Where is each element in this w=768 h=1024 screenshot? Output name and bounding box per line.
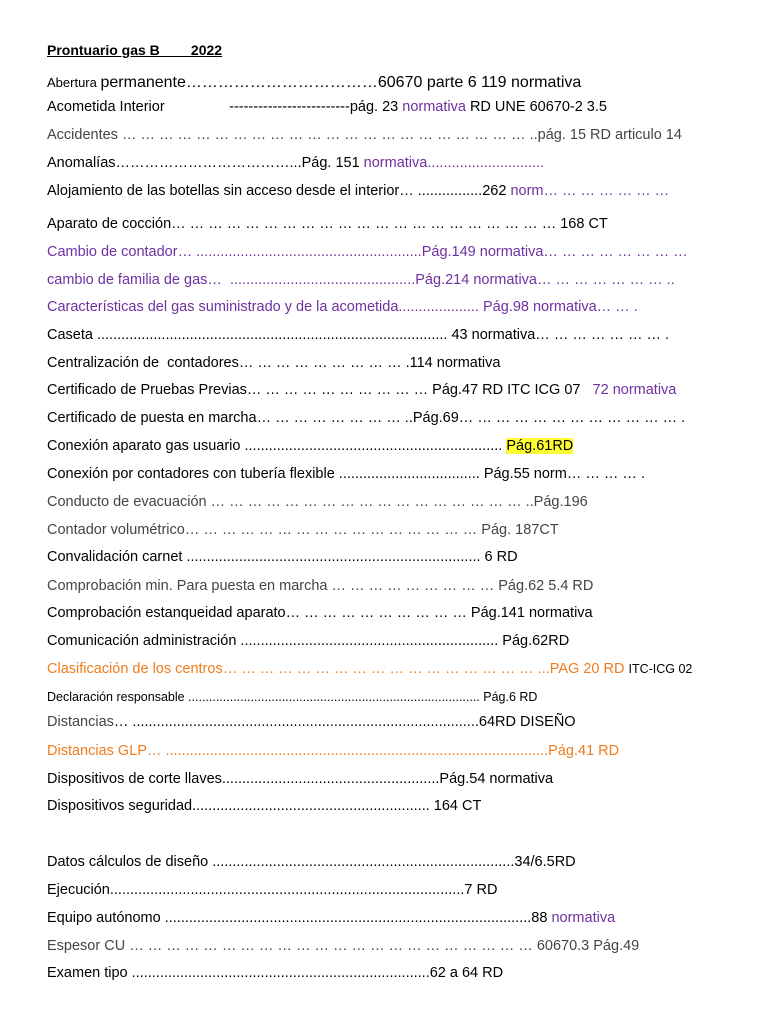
entry-comprobacion-estanqueidad-text: Comprobación estanqueidad aparato… … … … … … … … … … Pág.141 normativa — [47, 605, 593, 621]
entry-distancias-glp-text: Distancias GLP… ...............................................................................................Pág.41 RD — [47, 743, 620, 759]
entry-cambio-contador-text: Cambio de contador… ........................................................Pág.149 normativa… … … … … … … … — [47, 244, 688, 260]
entry-dispositivos-corte — [47, 770, 553, 788]
entry-abertura-permanente-text: permanente — [100, 74, 186, 91]
entry-aparato-coccion — [47, 215, 608, 233]
entry-certificado-pruebas-previas-text: RD ITC ICG 07 — [482, 382, 581, 398]
entry-ejecucion — [47, 881, 497, 899]
entry-cambio-contador — [47, 243, 688, 261]
entry-datos-calculos — [47, 853, 576, 871]
entry-conexion-aparato-text: Conexión aparato gas usuario ................................................................ — [47, 438, 507, 454]
entry-dispositivos-seguridad-text: Dispositivos seguridad........................................................... 164 CT — [47, 798, 482, 814]
entry-comprobacion-estanqueidad — [47, 604, 593, 622]
entry-anomalias-text: Anomalías………………………………...Pág. 151 — [47, 155, 364, 171]
entry-distancias-text: … ......................................................................................64RD DISEÑO — [113, 714, 576, 730]
entry-certificado-pruebas-previas — [47, 381, 676, 399]
entry-acometida-interior-text: Acometida Interior -------------------------pág. 23 — [47, 99, 403, 115]
entry-certificado-puesta-marcha — [47, 409, 685, 427]
entry-caseta-text: Caseta ....................................................................................... 43 normativa… … … … … … … . — [47, 327, 670, 343]
entry-equipo-autonomo-text: normativa — [551, 910, 616, 926]
entry-equipo-autonomo-text: Equipo autónomo ...........................................................................................88 — [47, 910, 552, 926]
entry-abertura-permanente-text: 60670 parte 6 119 normativa — [377, 74, 582, 91]
entry-declaracion-responsable — [47, 688, 537, 706]
entry-dispositivos-seguridad — [47, 797, 481, 815]
entry-accidentes — [47, 126, 682, 144]
entry-equipo-autonomo — [47, 909, 615, 927]
entry-ejecucion-text: Ejecución........................................................................................7 RD — [47, 882, 498, 898]
entry-espesor-cu — [47, 937, 639, 955]
entry-comunicacion-administracion-text: Comunicación administración ................................................................ Pág.62RD — [47, 633, 570, 649]
entry-anomalias — [47, 154, 544, 172]
entry-abertura-permanente-text: Abertura — [47, 75, 101, 90]
entry-centralizacion-contadores — [47, 354, 500, 372]
entry-distancias-text: Distancias — [47, 714, 114, 730]
entry-contador-volumetrico-text: Contador volumétrico… … … … … … … … … … … … … … … … Pág. 187CT — [47, 522, 559, 538]
entry-accidentes-text: Accidentes … … … … … … … … … … … … … … … … … … … … … … ..pág. 15 RD articulo 14 — [47, 127, 682, 143]
entry-conducto-evacuacion-text: Conducto de evacuación … … … … … … … … … … … … … … … … … ..Pág.196 — [47, 494, 588, 510]
entry-espesor-cu-text: Espesor CU … … … … … … … … … … … … … … … … … … … … … … 60670.3 Pág.49 — [47, 938, 640, 954]
entry-conexion-aparato — [47, 437, 573, 455]
entry-certificado-pruebas-previas-text: 72 normativa — [580, 382, 677, 398]
entry-abertura-permanente-text: ……………………………… — [185, 74, 378, 91]
entry-cambio-familia-gas — [47, 271, 675, 289]
entry-alojamiento-botellas-text: norm… … … … … … … — [510, 183, 670, 199]
entry-convalidacion-carnet — [47, 548, 518, 566]
entry-clasificacion-centros-text: ITC-ICG 02 — [628, 662, 693, 676]
entry-anomalias-text: normativa............................. — [363, 155, 545, 171]
entry-centralizacion-contadores-text: Centralización de contadores… … … … … … … … … .114 normativa — [47, 355, 501, 371]
entry-acometida-interior-text: RD UNE 60670-2 3.5 — [465, 99, 607, 115]
entry-acometida-interior — [47, 98, 607, 116]
entry-cambio-familia-gas-text: cambio de familia de gas… ..............................................Pág.214 normativa… … … … … … … .. — [47, 272, 675, 288]
entry-caracteristicas-gas — [47, 298, 638, 316]
entry-clasificacion-centros — [47, 660, 692, 678]
entry-datos-calculos-text: Datos cálculos de diseño ...........................................................................34/6.5RD — [47, 854, 576, 870]
entry-examen-tipo-text: Examen tipo ..........................................................................62 a 64 RD — [47, 965, 504, 981]
entry-conexion-contadores — [47, 465, 645, 483]
entry-examen-tipo — [47, 964, 503, 982]
entry-alojamiento-botellas-text: Alojamiento de las botellas sin acceso desde el interior… ................262 — [47, 183, 511, 199]
entry-acometida-interior-text: normativa — [402, 99, 466, 115]
entry-caracteristicas-gas-text: Características del gas suministrado y de la acometida.................... Pág.98 normativa… … . — [47, 299, 638, 315]
entry-distancias — [47, 713, 576, 731]
entry-clasificacion-centros-text: Clasificación de los centros… … … … … … … … … … … … … … … … … ...PAG 20 RD — [47, 661, 629, 677]
entry-conexion-contadores-text: Conexión por contadores con tubería flexible ................................... Pág.55 norm… … … … . — [47, 466, 645, 482]
entry-conexion-aparato-text: Pág.61RD — [506, 438, 574, 454]
document-title: Prontuario gas B 2022 — [47, 42, 223, 58]
entry-declaracion-responsable-text: Declaración responsable .................................................................................... Pág.6 RD — [47, 690, 538, 704]
entry-contador-volumetrico — [47, 521, 559, 539]
entry-comprobacion-min-text: Comprobación min. Para puesta en marcha … … … … … … … … … Pág.62 5.4 RD — [47, 578, 594, 594]
entry-aparato-coccion-text: Aparato de cocción… … … … … … … … … … … … … … … … … … … … … 168 CT — [47, 216, 608, 232]
entry-abertura-permanente — [47, 74, 581, 92]
entry-conducto-evacuacion — [47, 493, 588, 511]
entry-certificado-puesta-marcha-text: Certificado de puesta en marcha… … … … … … … … ..Pág.69… … … … … … … … … … … … . — [47, 410, 686, 426]
entry-comprobacion-min — [47, 577, 593, 595]
entry-caseta — [47, 326, 669, 344]
entry-convalidacion-carnet-text: Convalidación carnet ......................................................................... 6 RD — [47, 549, 518, 565]
entry-dispositivos-corte-text: Dispositivos de corte llaves......................................................Pág.54 normativa — [47, 771, 554, 787]
entry-comunicacion-administracion — [47, 632, 569, 650]
entry-distancias-glp — [47, 742, 619, 760]
entry-alojamiento-botellas — [47, 182, 669, 200]
entry-certificado-pruebas-previas-text: Certificado de Pruebas Previas… … … … … … … … … … Pág.47 — [47, 382, 483, 398]
